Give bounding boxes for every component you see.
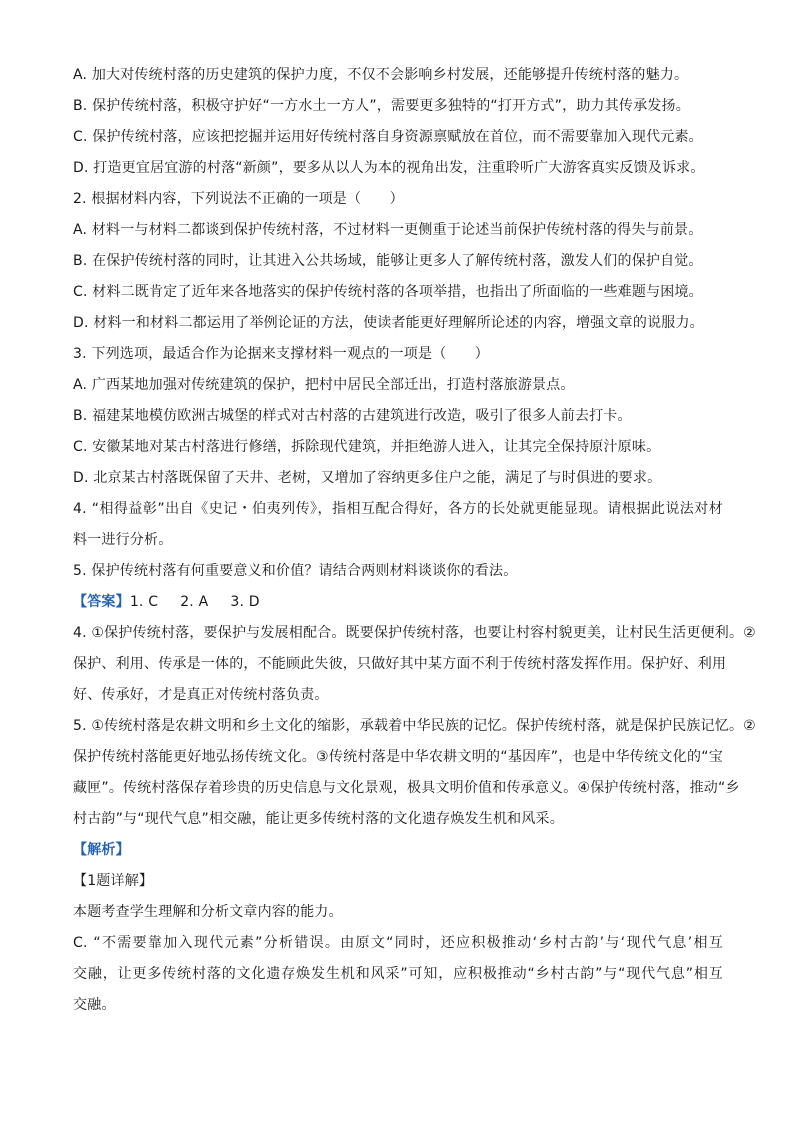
- answer-4-line1: 4. ①保护传统村落，要保护与发展相配合。既要保护传统村落，也要让村容村貌更美，让村民生活更便利。②: [73, 625, 756, 641]
- answer-row: [73, 587, 733, 618]
- answer-3: 3. D: [230, 594, 260, 610]
- answer-1: 1. C: [129, 594, 159, 610]
- document-page: [73, 60, 756, 1021]
- q2-option-c: C. 材料二既肯定了近年来各地落实的保护传统村落的各项举措，也指出了所面临的一些难题与困境。: [73, 284, 703, 300]
- answer-5-line3: 藏匣”。传统村落保存着珍贵的历史信息与文化景观，极具文明价值和传承意义。④保护传统村落，推动“乡: [73, 780, 740, 796]
- answer-5-line1: 5. ①传统村落是农耕文明和乡土文化的缩影，承载着中华民族的记忆。保护传统村落，就是保护民族记忆。②: [73, 718, 756, 734]
- analysis-c-line1: C. “不需要靠加入现代元素”分析错误。由原文“同时，还应积极推动‘乡村古韵’与‘现代气息’相互: [73, 935, 723, 951]
- q1-option-c: C. 保护传统村落，应该把挖掘并运用好传统村落自身资源禀赋放在首位，而不需要靠加入现代元素。: [73, 129, 703, 145]
- answer-tag: 【答案】: [73, 594, 130, 610]
- q3-option-d: D. 北京某古村落既保留了天井、老树，又增加了容纳更多住户之能，满足了与时俱进的要求。: [73, 470, 662, 486]
- answer-2: 2. A: [180, 594, 209, 610]
- analysis-tag: 【解析】: [73, 842, 130, 858]
- q1-option-a: A. 加大对传统村落的历史建筑的保护力度，不仅不会影响乡村发展，还能够提升传统村落的魅力。: [73, 67, 689, 83]
- q3-option-c: C. 安徽某地对某古村落进行修缮，拆除现代建筑，并拒绝游人进入，让其完全保持原汁原味。: [73, 439, 661, 455]
- q3-option-b: B. 福建某地模仿欧洲古城堡的样式对古村落的古建筑进行改造，吸引了很多人前去打卡。: [73, 408, 632, 424]
- answer-4-line3: 好、传承好，才是真正对传统村落负责。: [73, 687, 329, 703]
- analysis-subheading-1: 【1题详解】: [73, 873, 154, 889]
- answer-4-line2: 保护、利用、传承是一体的，不能顾此失彼，只做好其中某方面不利于传统村落发挥作用。保护好、利用: [73, 656, 727, 672]
- answer-5-line4: 村古韵”与“现代气息”相交融，能让更多传统村落的文化遗存焕发生机和风采。: [73, 811, 564, 827]
- q2-option-b: B. 在保护传统村落的同时，让其进入公共场域，能够让更多人了解传统村落，激发人们的保护自觉。: [73, 253, 703, 269]
- q3-option-a: A. 广西某地加强对传统建筑的保护，把村中居民全部迁出，打造村落旅游景点。: [73, 377, 575, 393]
- q1-option-b: B. 保护传统村落，积极守护好“一方水土一方人”，需要更多独特的“打开方式”，助力其传承发扬。: [73, 98, 690, 114]
- q2-option-a: A. 材料一与材料二都谈到保护传统村落，不过材料一更侧重于论述当前保护传统村落的得失与前景。: [73, 222, 703, 238]
- q3-stem: 3. 下列选项，最适合作为论据来支撑材料一观点的一项是（ ）: [73, 346, 490, 362]
- q5-stem: 5. 保护传统村落有何重要意义和价值？请结合两则材料谈谈你的看法。: [73, 563, 518, 579]
- analysis-c-line3: 交融。: [73, 997, 116, 1013]
- q1-option-d: D. 打造更宜居宜游的村落“新颜”，要多从以人为本的视角出发，注重聆听广大游客真实反馈及诉求。: [73, 160, 705, 176]
- analysis-intro: 本题考查学生理解和分析文章内容的能力。: [73, 904, 343, 920]
- q4-stem-line1: 4. “相得益彰”出自《史记・伯夷列传》，指相互配合得好，各方的长处就更能显现。请根据此说法对材: [73, 501, 723, 517]
- q2-stem: 2. 根据材料内容，下列说法不正确的一项是（ ）: [73, 191, 404, 207]
- analysis-c-line2: 交融，让更多传统村落的文化遗存焕发生机和风采”可知，应积极推动“乡村古韵”与“现代气息”相互: [73, 966, 723, 982]
- q2-option-d: D. 材料一和材料二都运用了举例论证的方法，使读者能更好理解所论述的内容，增强文章的说服力。: [73, 315, 704, 331]
- answer-5-line2: 保护传统村落能更好地弘扬传统文化。③传统村落是中华农耕文明的“基因库”，也是中华传统文化的“宝: [73, 749, 723, 765]
- q4-stem-line2: 料一进行分析。: [73, 532, 173, 548]
